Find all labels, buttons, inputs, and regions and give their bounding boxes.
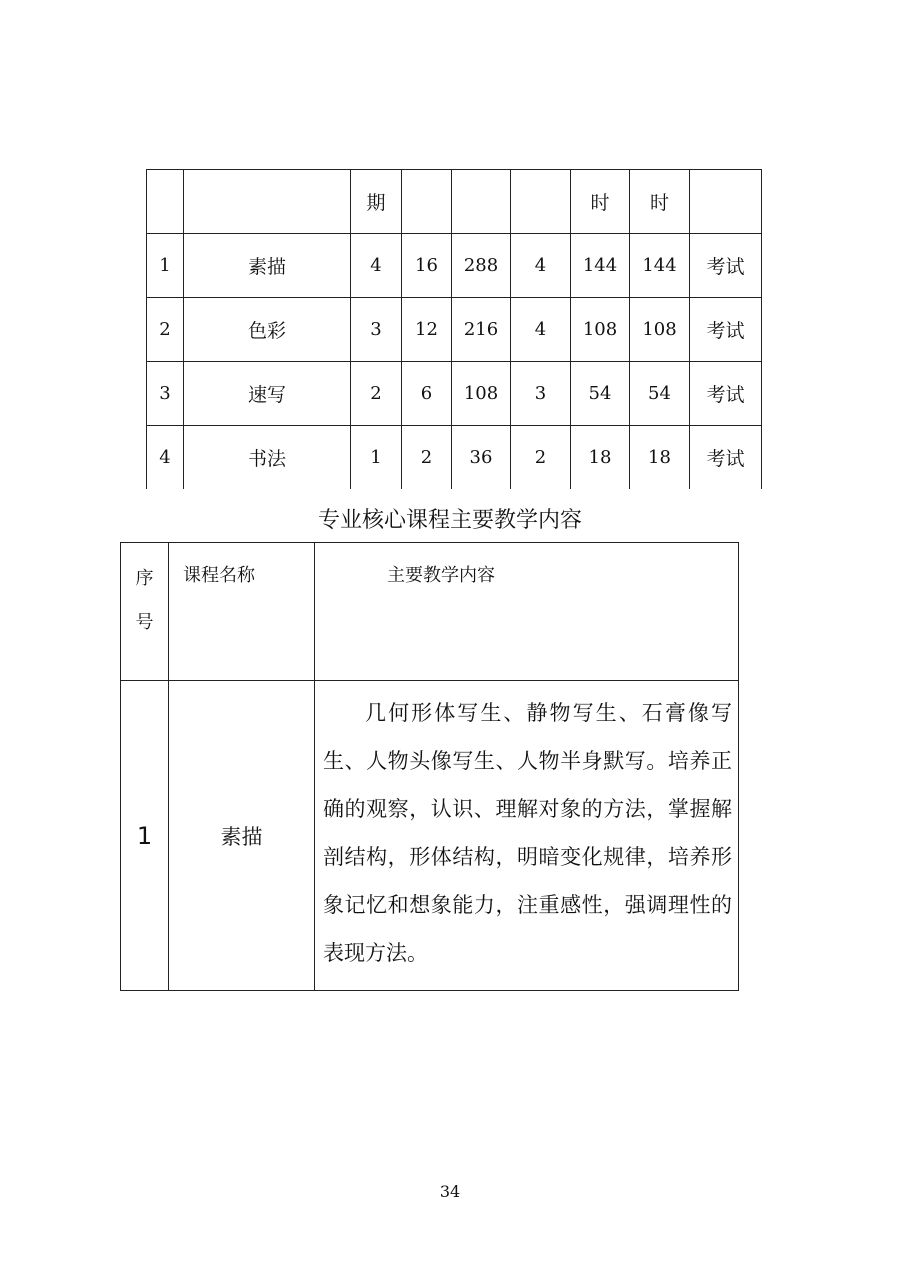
- table-cell: 3: [147, 362, 184, 426]
- header-cell: [511, 170, 571, 234]
- table-cell: 54: [571, 362, 630, 426]
- table-cell: 书法: [184, 426, 351, 490]
- header-cell: 时: [630, 170, 690, 234]
- table-cell: 4: [147, 426, 184, 490]
- table-cell: 4: [351, 234, 402, 298]
- table-cell: 2: [147, 298, 184, 362]
- table-cell: 考试: [690, 362, 762, 426]
- table-cell: 18: [630, 426, 690, 490]
- table-cell: 4: [511, 234, 571, 298]
- table-cell: 色彩: [184, 298, 351, 362]
- header-seq-line1: 序: [135, 568, 154, 589]
- table-header-row: [121, 543, 739, 681]
- row-teaching-content: 几何形体写生、静物写生、石膏像写生、人物头像写生、人物半身默写。培养正确的观察，认识、理解对象的方法，掌握解剖结构，形体结构，明暗变化规律，培养形象记忆和想象能力，注重感性，强调理性的表现方法。: [315, 681, 739, 991]
- table-header-fragment-row: [147, 170, 762, 234]
- table-cell: 144: [630, 234, 690, 298]
- table-cell: 速写: [184, 362, 351, 426]
- table-row: [147, 234, 762, 298]
- table-row: [147, 298, 762, 362]
- table-cell: 54: [630, 362, 690, 426]
- course-hours-table: [146, 169, 762, 489]
- table-cell: 12: [402, 298, 452, 362]
- table-cell: 考试: [690, 298, 762, 362]
- table-row: [147, 426, 762, 490]
- header-cell: [452, 170, 511, 234]
- core-course-table: [120, 542, 739, 991]
- table-cell: 素描: [184, 234, 351, 298]
- header-teaching-content: 主要教学内容: [315, 543, 739, 681]
- table-cell: 3: [511, 362, 571, 426]
- header-cell: [402, 170, 452, 234]
- table-cell: 18: [571, 426, 630, 490]
- table-cell: 4: [511, 298, 571, 362]
- table-row: [147, 362, 762, 426]
- table-cell: 36: [452, 426, 511, 490]
- table-cell: 考试: [690, 234, 762, 298]
- table-cell: 6: [402, 362, 452, 426]
- table-cell: 1: [351, 426, 402, 490]
- table-cell: 108: [630, 298, 690, 362]
- table-row: [121, 681, 739, 991]
- header-seq-line2: 号: [135, 612, 154, 633]
- table-cell: 108: [452, 362, 511, 426]
- row-course-name: 素描: [169, 681, 315, 991]
- page-number: 34: [439, 1182, 461, 1201]
- table-cell: 2: [402, 426, 452, 490]
- header-course-name: 课程名称: [169, 543, 315, 681]
- header-cell: [690, 170, 762, 234]
- table-cell: 2: [511, 426, 571, 490]
- header-seq: [121, 543, 169, 681]
- row-seq: 1: [121, 681, 169, 991]
- table-cell: 288: [452, 234, 511, 298]
- header-cell: 期: [351, 170, 402, 234]
- table-cell: 144: [571, 234, 630, 298]
- header-cell: [147, 170, 184, 234]
- section-title: 专业核心课程主要教学内容: [317, 508, 582, 533]
- table-cell: 16: [402, 234, 452, 298]
- header-cell: [184, 170, 351, 234]
- table-cell: 3: [351, 298, 402, 362]
- header-cell: 时: [571, 170, 630, 234]
- table-cell: 考试: [690, 426, 762, 490]
- table-cell: 216: [452, 298, 511, 362]
- table-cell: 1: [147, 234, 184, 298]
- table-cell: 108: [571, 298, 630, 362]
- table-cell: 2: [351, 362, 402, 426]
